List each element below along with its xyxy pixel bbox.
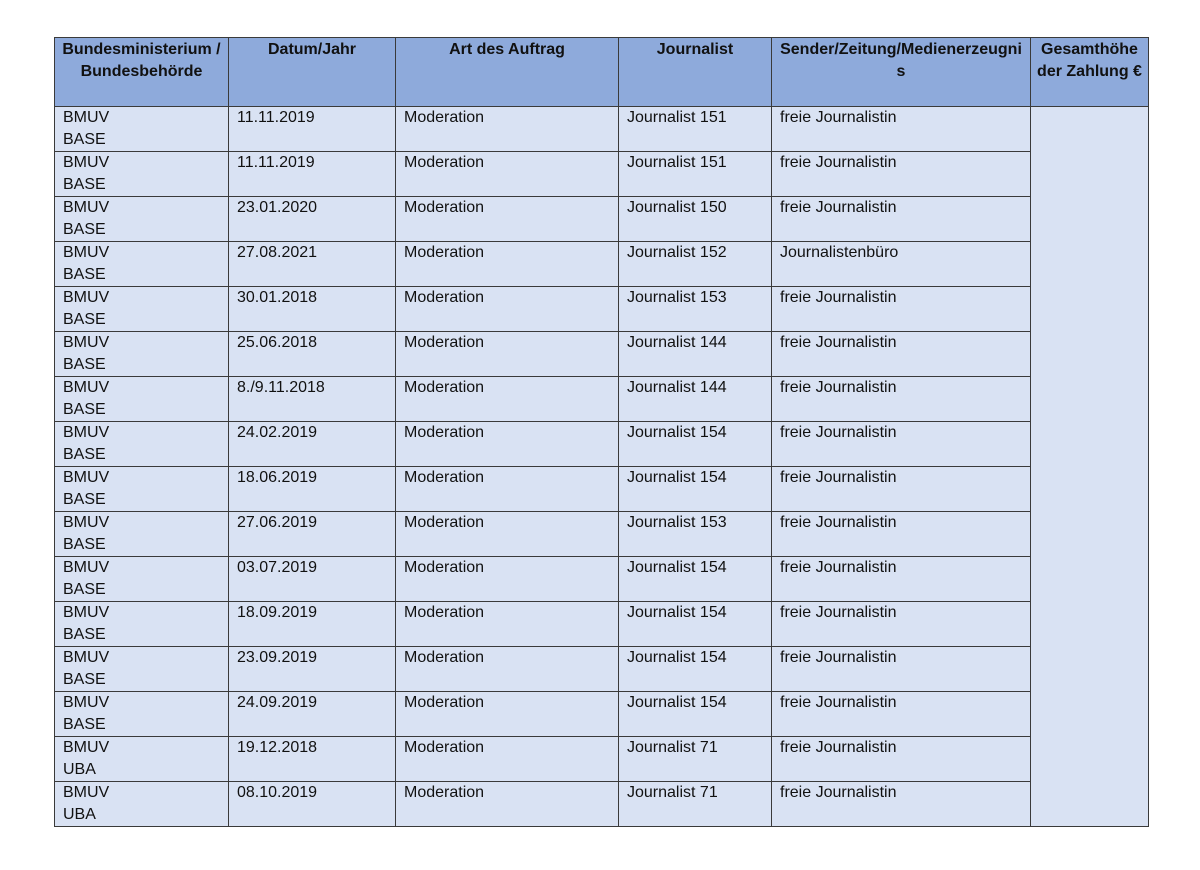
cell-outlet: freie Journalistin: [772, 512, 1031, 557]
cell-order-type: Moderation: [396, 377, 619, 422]
cell-date: 11.11.2019: [229, 107, 396, 152]
cell-journalist: Journalist 71: [619, 737, 772, 782]
cell-date: 18.06.2019: [229, 467, 396, 512]
cell-journalist: Journalist 154: [619, 557, 772, 602]
authority-name: UBA: [63, 761, 96, 778]
cell-order-type: Moderation: [396, 287, 619, 332]
cell-journalist: Journalist 151: [619, 152, 772, 197]
table-row: [55, 242, 1149, 287]
cell-date: 19.12.2018: [229, 737, 396, 782]
cell-order-type: Moderation: [396, 152, 619, 197]
cell-ministry-authority: [55, 377, 229, 422]
header-order-type: Art des Auftrag: [396, 38, 619, 107]
cell-date: 23.09.2019: [229, 647, 396, 692]
cell-order-type: Moderation: [396, 242, 619, 287]
cell-order-type: Moderation: [396, 557, 619, 602]
cell-ministry-authority: [55, 332, 229, 377]
header-date: Datum/Jahr: [229, 38, 396, 107]
cell-ministry-authority: [55, 602, 229, 647]
cell-ministry-authority: [55, 467, 229, 512]
authority-name: BASE: [63, 446, 106, 463]
cell-outlet: freie Journalistin: [772, 557, 1031, 602]
cell-ministry-authority: [55, 422, 229, 467]
ministry-name: BMUV: [63, 649, 110, 666]
cell-outlet: freie Journalistin: [772, 152, 1031, 197]
cell-order-type: Moderation: [396, 512, 619, 557]
cell-order-type: Moderation: [396, 422, 619, 467]
table-row: [55, 782, 1149, 827]
table-row: [55, 737, 1149, 782]
cell-ministry-authority: [55, 287, 229, 332]
cell-outlet: freie Journalistin: [772, 782, 1031, 827]
cell-journalist: Journalist 154: [619, 647, 772, 692]
ministry-name: BMUV: [63, 514, 110, 531]
ministry-name: BMUV: [63, 334, 110, 351]
ministry-name: BMUV: [63, 784, 110, 801]
cell-journalist: Journalist 153: [619, 512, 772, 557]
cell-journalist: Journalist 144: [619, 332, 772, 377]
cell-ministry-authority: [55, 647, 229, 692]
cell-date: 24.09.2019: [229, 692, 396, 737]
cell-outlet: freie Journalistin: [772, 107, 1031, 152]
cell-total-amount: [1031, 107, 1149, 827]
table-body: [55, 107, 1149, 827]
cell-journalist: Journalist 154: [619, 467, 772, 512]
cell-outlet: freie Journalistin: [772, 377, 1031, 422]
table-row: [55, 692, 1149, 737]
cell-journalist: Journalist 154: [619, 422, 772, 467]
table-header-row: [55, 38, 1149, 107]
ministry-name: BMUV: [63, 559, 110, 576]
header-outlet: Sender/Zeitung/Medienerzeugnis: [772, 38, 1031, 107]
cell-order-type: Moderation: [396, 647, 619, 692]
authority-name: BASE: [63, 131, 106, 148]
header-journalist: Journalist: [619, 38, 772, 107]
cell-order-type: Moderation: [396, 782, 619, 827]
table-row: [55, 197, 1149, 242]
cell-outlet: freie Journalistin: [772, 647, 1031, 692]
cell-outlet: freie Journalistin: [772, 692, 1031, 737]
cell-date: 18.09.2019: [229, 602, 396, 647]
table-row: [55, 152, 1149, 197]
authority-name: BASE: [63, 626, 106, 643]
cell-outlet: freie Journalistin: [772, 737, 1031, 782]
cell-ministry-authority: [55, 242, 229, 287]
cell-ministry-authority: [55, 737, 229, 782]
cell-date: 25.06.2018: [229, 332, 396, 377]
cell-ministry-authority: [55, 692, 229, 737]
ministry-name: BMUV: [63, 199, 110, 216]
cell-outlet: freie Journalistin: [772, 197, 1031, 242]
header-ministry: Bundesministerium / Bundesbehörde: [55, 38, 229, 107]
ministry-name: BMUV: [63, 739, 110, 756]
header-total-amount: Gesamthöhe der Zahlung €: [1031, 38, 1149, 107]
cell-outlet: Journalistenbüro: [772, 242, 1031, 287]
table-row: [55, 647, 1149, 692]
cell-date: 24.02.2019: [229, 422, 396, 467]
journalist-payments-table: [54, 37, 1149, 827]
table-row: [55, 422, 1149, 467]
cell-outlet: freie Journalistin: [772, 467, 1031, 512]
ministry-name: BMUV: [63, 604, 110, 621]
cell-journalist: Journalist 144: [619, 377, 772, 422]
cell-journalist: Journalist 71: [619, 782, 772, 827]
table-row: [55, 107, 1149, 152]
table-row: [55, 287, 1149, 332]
cell-journalist: Journalist 154: [619, 692, 772, 737]
authority-name: BASE: [63, 311, 106, 328]
ministry-name: BMUV: [63, 694, 110, 711]
cell-ministry-authority: [55, 512, 229, 557]
cell-date: 30.01.2018: [229, 287, 396, 332]
cell-ministry-authority: [55, 197, 229, 242]
ministry-name: BMUV: [63, 244, 110, 261]
payments-table-container: [54, 37, 1148, 827]
cell-date: 08.10.2019: [229, 782, 396, 827]
authority-name: BASE: [63, 536, 106, 553]
cell-ministry-authority: [55, 152, 229, 197]
cell-date: 23.01.2020: [229, 197, 396, 242]
cell-outlet: freie Journalistin: [772, 422, 1031, 467]
cell-ministry-authority: [55, 107, 229, 152]
cell-date: 27.06.2019: [229, 512, 396, 557]
cell-date: 8./9.11.2018: [229, 377, 396, 422]
cell-order-type: Moderation: [396, 602, 619, 647]
table-row: [55, 602, 1149, 647]
cell-order-type: Moderation: [396, 197, 619, 242]
cell-date: 11.11.2019: [229, 152, 396, 197]
cell-ministry-authority: [55, 557, 229, 602]
cell-order-type: Moderation: [396, 737, 619, 782]
cell-journalist: Journalist 150: [619, 197, 772, 242]
ministry-name: BMUV: [63, 424, 110, 441]
table-row: [55, 467, 1149, 512]
authority-name: BASE: [63, 401, 106, 418]
cell-date: 27.08.2021: [229, 242, 396, 287]
authority-name: BASE: [63, 221, 106, 238]
cell-date: 03.07.2019: [229, 557, 396, 602]
authority-name: BASE: [63, 716, 106, 733]
cell-order-type: Moderation: [396, 332, 619, 377]
authority-name: BASE: [63, 356, 106, 373]
ministry-name: BMUV: [63, 289, 110, 306]
authority-name: UBA: [63, 806, 96, 823]
cell-order-type: Moderation: [396, 467, 619, 512]
authority-name: BASE: [63, 266, 106, 283]
ministry-name: BMUV: [63, 154, 110, 171]
cell-outlet: freie Journalistin: [772, 602, 1031, 647]
cell-order-type: Moderation: [396, 692, 619, 737]
authority-name: BASE: [63, 581, 106, 598]
cell-outlet: freie Journalistin: [772, 287, 1031, 332]
table-row: [55, 377, 1149, 422]
ministry-name: BMUV: [63, 379, 110, 396]
cell-outlet: freie Journalistin: [772, 332, 1031, 377]
authority-name: BASE: [63, 176, 106, 193]
authority-name: BASE: [63, 491, 106, 508]
cell-journalist: Journalist 154: [619, 602, 772, 647]
cell-ministry-authority: [55, 782, 229, 827]
table-row: [55, 512, 1149, 557]
table-row: [55, 557, 1149, 602]
ministry-name: BMUV: [63, 469, 110, 486]
cell-order-type: Moderation: [396, 107, 619, 152]
cell-journalist: Journalist 151: [619, 107, 772, 152]
authority-name: BASE: [63, 671, 106, 688]
ministry-name: BMUV: [63, 109, 110, 126]
cell-journalist: Journalist 153: [619, 287, 772, 332]
cell-journalist: Journalist 152: [619, 242, 772, 287]
table-row: [55, 332, 1149, 377]
